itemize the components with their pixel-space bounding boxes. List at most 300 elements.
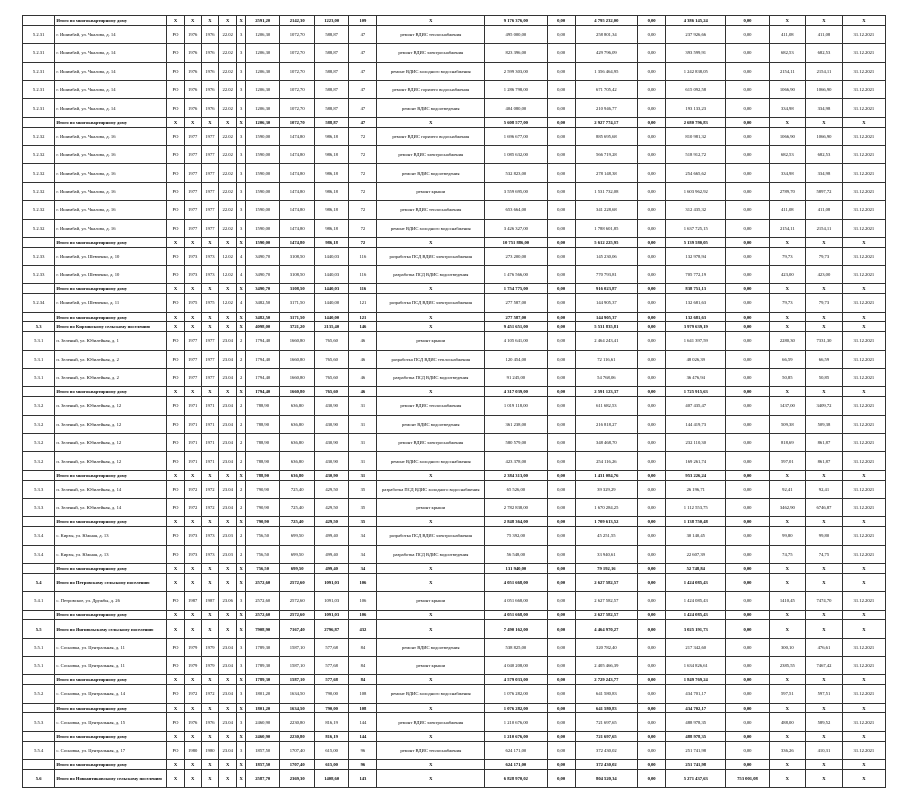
table-cell: X [201, 517, 218, 527]
table-cell: 72 [349, 237, 377, 247]
table-cell: 1 641 397,59 [666, 332, 726, 350]
table-cell: 538 825,00 [485, 638, 547, 656]
table-cell: 47 [349, 99, 377, 117]
table-cell: X [184, 620, 201, 638]
table-cell: X [377, 703, 485, 713]
table-cell: 47 [349, 117, 377, 127]
table-cell: ремонт крыши [377, 498, 485, 516]
table-cell: г. Ишимбай, ул. Шевченко, д. 10 [55, 266, 167, 284]
table-cell: 75 392,00 [485, 527, 547, 545]
table-cell: 23.03 [219, 527, 237, 545]
table-cell: 0,00 [547, 16, 575, 26]
table-cell: 0,00 [547, 675, 575, 685]
table-cell: 3490,70 [245, 284, 279, 294]
table-row [23, 527, 886, 545]
subtotal-row [23, 620, 886, 638]
table-cell: X [167, 517, 184, 527]
table-cell: ремонт ВДИС теплоснабжения [377, 25, 485, 43]
table-cell: РО [167, 182, 184, 200]
table-cell: 46 [349, 369, 377, 387]
table-cell: 615 092,58 [666, 80, 726, 98]
table-cell: 31.12.2021 [842, 44, 885, 62]
table-cell: 0,00 [638, 182, 666, 200]
table-cell: 341 228,68 [575, 201, 637, 219]
table-cell: 5.2.32 [23, 145, 55, 163]
table-cell: 72 [349, 145, 377, 163]
table-cell: 254 116,26 [575, 452, 637, 470]
table-cell: X [842, 16, 885, 26]
table-cell: X [184, 731, 201, 741]
table-cell: разработка ПСД ВДИС водоотведения [377, 545, 485, 563]
table-cell: 0,00 [547, 527, 575, 545]
table-cell: РО [167, 332, 184, 350]
table-cell: 0,00 [547, 397, 575, 415]
table-cell: 1971 [184, 415, 201, 433]
table-cell: ремонт крыши [377, 332, 485, 350]
table-cell: с. Сосновка, ул. Центральная, д. 14 [55, 685, 167, 703]
table-cell: с. Сосновка, ул. Центральная, д. 11 [55, 657, 167, 675]
table-cell: 109 [349, 16, 377, 26]
table-cell: X [219, 117, 237, 127]
table-cell: 499,40 [314, 545, 348, 563]
table-cell: 1857,50 [245, 741, 279, 759]
table-cell: 1973 [184, 247, 201, 265]
subtotal-row [23, 610, 886, 620]
table-cell: 2 [237, 397, 246, 415]
table-cell: ремонт ВДИС электроснабжения [377, 44, 485, 62]
table-cell: 31.12.2021 [842, 332, 885, 350]
table-cell: X [377, 322, 485, 332]
table-cell: X [806, 387, 843, 397]
table-cell: 23.04 [219, 741, 237, 759]
table-cell: 0,00 [726, 219, 769, 237]
table-cell: 0,00 [638, 545, 666, 563]
table-cell: 348 468,70 [575, 434, 637, 452]
table-cell: 0,00 [547, 610, 575, 620]
table-cell: 5.2.32 [23, 164, 55, 182]
table-cell: 0,00 [726, 452, 769, 470]
table-cell: 84 [349, 657, 377, 675]
table-cell: 0,00 [638, 610, 666, 620]
table-cell: X [769, 731, 806, 741]
table-cell: 588,87 [314, 99, 348, 117]
table-cell: X [769, 620, 806, 638]
table-cell [23, 387, 55, 397]
table-cell: 0,00 [726, 322, 769, 332]
table-cell: X [769, 675, 806, 685]
table-cell: 0,00 [638, 760, 666, 770]
table-cell: 22.02 [219, 145, 237, 163]
table-cell: 334,98 [769, 164, 806, 182]
table-cell: 0,00 [547, 332, 575, 350]
table-cell: Итого по многоквартирному дому [55, 517, 167, 527]
table-cell: X [167, 387, 184, 397]
table-cell: РО [167, 415, 184, 433]
table-cell: 3 [237, 145, 246, 163]
table-cell: 885 695,68 [575, 127, 637, 145]
table-cell: 810 981,32 [666, 127, 726, 145]
table-cell: разработка ПСД ВДИС холодного водоснабжения [377, 480, 485, 498]
table-cell: РО [167, 99, 184, 117]
table-cell: 23.04 [219, 415, 237, 433]
table-cell: 3 [237, 713, 246, 731]
table-cell: 5.3.1 [23, 350, 55, 368]
table-cell: 5.3.2 [23, 452, 55, 470]
table-cell: X [806, 284, 843, 294]
table-cell: 1 138 750,48 [666, 517, 726, 527]
table-cell: РО [167, 685, 184, 703]
table-cell: 1977 [201, 145, 218, 163]
table-cell: X [842, 322, 885, 332]
table-cell: X [167, 237, 184, 247]
table-cell: 624 171,00 [485, 760, 547, 770]
table-cell: 2 729 243,77 [575, 675, 637, 685]
table-cell: 99,80 [769, 527, 806, 545]
table-cell: РО [167, 247, 184, 265]
table-cell: 5.5.4 [23, 741, 55, 759]
table-cell: 0,00 [547, 434, 575, 452]
table-cell: 2572,60 [245, 592, 279, 610]
table-cell: X [237, 322, 246, 332]
table-cell: 1976 [184, 713, 201, 731]
table-cell: 725,40 [280, 480, 314, 498]
table-cell: 1 634 826,61 [666, 657, 726, 675]
table-cell: 5.2.34 [23, 294, 55, 312]
table-cell: 0,00 [726, 201, 769, 219]
table-cell: 721 697,65 [575, 731, 637, 741]
table-cell: 79,73 [806, 247, 843, 265]
table-cell: ремонт ВДИС теплоснабжения [377, 741, 485, 759]
table-cell: 6746,87 [806, 498, 843, 516]
subtotal-row [23, 387, 886, 397]
table-cell: 0,00 [638, 80, 666, 98]
table-cell: X [219, 517, 237, 527]
table-cell: 22.02 [219, 62, 237, 80]
table-cell: 0,00 [726, 117, 769, 127]
table-cell: X [377, 16, 485, 26]
table-cell: 0,00 [638, 237, 666, 247]
table-cell: 1072,70 [280, 44, 314, 62]
table-cell: 0,00 [547, 237, 575, 247]
table-cell: 566 719,28 [575, 145, 637, 163]
table-cell: г. Ишимбай, ул. Чкалова, д. 16 [55, 145, 167, 163]
table-cell: п. Зеленый, ул. Юбилейная, д. 2 [55, 369, 167, 387]
table-cell: X [201, 117, 218, 127]
table-cell: X [237, 563, 246, 573]
table-cell: X [219, 610, 237, 620]
table-cell: 31.12.2021 [842, 638, 885, 656]
table-cell: разработка ПСД ВДИС электроснабжения [377, 527, 485, 545]
table-cell: 5.5.3 [23, 713, 55, 731]
table-cell: 0,00 [547, 387, 575, 397]
table-cell: 1440,03 [314, 247, 348, 265]
table-cell: 3 [237, 182, 246, 200]
table-cell: X [201, 620, 218, 638]
table-cell: 1 788 601,85 [575, 219, 637, 237]
table-row [23, 145, 886, 163]
table-cell: 4 051 668,00 [485, 573, 547, 591]
table-cell: X [769, 769, 806, 787]
table-cell: 31.12.2021 [842, 25, 885, 43]
table-cell: 790,00 [314, 685, 348, 703]
table-cell: 1973 [184, 545, 201, 563]
table-cell: X [184, 517, 201, 527]
table-cell: 2 [237, 527, 246, 545]
table-cell: 5.2.31 [23, 25, 55, 43]
table-cell: 0,00 [726, 657, 769, 675]
table-cell: 1972 [184, 480, 201, 498]
table-cell: 430,90 [314, 452, 348, 470]
table-cell: 5.5.1 [23, 638, 55, 656]
table-cell: 3462,90 [769, 498, 806, 516]
table-cell: 0,00 [638, 675, 666, 685]
table-row [23, 713, 886, 731]
table-cell: 404 080,00 [485, 99, 547, 117]
table-cell: 4 051 668,00 [485, 592, 547, 610]
table-cell: X [167, 284, 184, 294]
table-cell: 1976 [184, 62, 201, 80]
table-cell: X [842, 237, 885, 247]
table-cell: ремонт крыши [377, 592, 485, 610]
table-cell: 1474,80 [280, 164, 314, 182]
table-cell: X [237, 237, 246, 247]
table-cell: 5 531 835,81 [575, 322, 637, 332]
table-cell: 2154,11 [806, 219, 843, 237]
table-cell: 23.04 [219, 498, 237, 516]
table-cell: X [377, 237, 485, 247]
table-cell [23, 117, 55, 127]
table-cell: 804 520,34 [575, 769, 637, 787]
table-cell: 1206,30 [245, 99, 279, 117]
table-cell: X [184, 387, 201, 397]
table-cell: Итого по Новоаптиковскому сельскому поселению [55, 769, 167, 787]
table-cell: Итого по многоквартирному дому [55, 470, 167, 480]
table-cell: 682,53 [769, 145, 806, 163]
table-cell: Итого по многоквартирному дому [55, 703, 167, 713]
table-cell: с. Сосновка, ул. Центральная, д. 11 [55, 638, 167, 656]
table-cell: 0,00 [547, 638, 575, 656]
table-cell: 31.12.2021 [842, 498, 885, 516]
table-cell: 145 230,06 [575, 247, 637, 265]
table-cell: 0,00 [547, 741, 575, 759]
table-cell: 1066,90 [769, 127, 806, 145]
table-cell: 699,50 [280, 545, 314, 563]
table-cell: 31.12.2021 [842, 657, 885, 675]
table-cell: 0,00 [547, 164, 575, 182]
table-cell: 0,00 [547, 573, 575, 591]
table-cell: РО [167, 201, 184, 219]
table-cell: 1072,70 [280, 117, 314, 127]
table-cell: 3171,50 [280, 312, 314, 322]
table-cell: 1 709 613,52 [575, 517, 637, 527]
table-cell: 1 424 085,43 [666, 573, 726, 591]
table-cell: X [377, 517, 485, 527]
table-cell: X [377, 620, 485, 638]
table-cell: 1660,80 [280, 350, 314, 368]
table-cell: 1091,03 [314, 573, 348, 591]
table-cell: 1 424 085,43 [666, 592, 726, 610]
table-cell: 72 116,61 [575, 350, 637, 368]
table-cell: 671 705,42 [575, 80, 637, 98]
table-cell: 488 978,35 [666, 713, 726, 731]
table-cell: 1801,20 [245, 685, 279, 703]
table-cell: X [842, 769, 885, 787]
table-cell: 1590,00 [245, 201, 279, 219]
table-cell: 4098,00 [245, 322, 279, 332]
table-cell: X [806, 573, 843, 591]
table-cell: ремонт ВДИС электроснабжения [377, 145, 485, 163]
table-cell: X [377, 284, 485, 294]
table-row [23, 25, 886, 43]
table-cell: 5.3.1 [23, 369, 55, 387]
table-cell: 56 548,00 [485, 545, 547, 563]
table-cell: 31.12.2021 [842, 145, 885, 163]
table-cell: 0,00 [638, 703, 666, 713]
table-cell: X [237, 387, 246, 397]
table-cell: 0,00 [547, 452, 575, 470]
table-cell: 429,50 [314, 480, 348, 498]
table-cell: 2 680 796,83 [666, 117, 726, 127]
table-cell [23, 703, 55, 713]
table-cell: 3482,50 [245, 294, 279, 312]
table-cell: 699,50 [280, 527, 314, 545]
table-cell: X [769, 237, 806, 247]
table-cell: 429,50 [314, 498, 348, 516]
table-cell: X [769, 610, 806, 620]
table-cell [23, 16, 55, 26]
table-cell: 23.06 [219, 592, 237, 610]
table-cell: 35 [349, 517, 377, 527]
table-cell: 79 192,16 [575, 563, 637, 573]
table-cell: X [769, 760, 806, 770]
table-cell: 429 796,09 [575, 44, 637, 62]
table-cell: 0,00 [547, 545, 575, 563]
table-cell: 682,53 [769, 44, 806, 62]
table-cell: 1973 [201, 266, 218, 284]
table-cell: 2 782 838,00 [485, 498, 547, 516]
table-cell: 0,00 [547, 182, 575, 200]
table-cell: 74,75 [769, 545, 806, 563]
table-cell: 0,00 [547, 266, 575, 284]
table-cell: X [184, 769, 201, 787]
table-cell: 33 940,61 [575, 545, 637, 563]
table-cell: X [184, 312, 201, 322]
table-cell: 0,00 [726, 620, 769, 638]
table-cell: 1 603 962,92 [666, 182, 726, 200]
table-cell: 0,00 [726, 182, 769, 200]
table-cell: г. Ишимбай, ул. Шевченко, д. 11 [55, 294, 167, 312]
table-cell: 1587,10 [280, 675, 314, 685]
table-cell: 1794,40 [245, 369, 279, 387]
table-cell: 5.4 [23, 573, 55, 591]
subtotal-row [23, 760, 886, 770]
table-cell: 430,90 [314, 415, 348, 433]
table-cell: X [769, 573, 806, 591]
table-cell: X [806, 312, 843, 322]
table-cell: 0,00 [726, 713, 769, 731]
table-cell: 278 148,38 [575, 164, 637, 182]
table-cell: 1977 [201, 350, 218, 368]
table-cell: 0,00 [638, 415, 666, 433]
table-cell: 0,00 [638, 322, 666, 332]
subtotal-row [23, 470, 886, 480]
table-cell: 3 559 695,00 [485, 182, 547, 200]
table-cell: 5.2.32 [23, 201, 55, 219]
table-cell: 144 [349, 731, 377, 741]
table-cell: 1206,30 [245, 62, 279, 80]
table-cell: 1976 [201, 25, 218, 43]
table-cell: 0,00 [638, 741, 666, 759]
table-cell: 430,90 [314, 434, 348, 452]
table-cell: 2154,11 [769, 62, 806, 80]
table-cell: X [806, 731, 843, 741]
table-cell: 2 [237, 350, 246, 368]
table-cell: 0,00 [638, 16, 666, 26]
table-cell: X [167, 769, 184, 787]
table-cell: 1440,00 [314, 312, 348, 322]
table-cell: 79,73 [769, 294, 806, 312]
table-cell: 72 [349, 219, 377, 237]
table-cell: 1794,40 [245, 387, 279, 397]
table-cell: 1 476 566,00 [485, 266, 547, 284]
table-cell: 3 [237, 592, 246, 610]
table-cell: 4 [237, 247, 246, 265]
table-cell: РО [167, 434, 184, 452]
table-cell: 430,90 [314, 470, 348, 480]
table-cell: 0,00 [726, 685, 769, 703]
table-cell: 1977 [201, 201, 218, 219]
subtotal-row [23, 322, 886, 332]
table-cell: Итого по многоквартирному дому [55, 675, 167, 685]
table-cell: 0,00 [547, 80, 575, 98]
table-cell: 838 751,13 [666, 284, 726, 294]
table-cell: 0,00 [726, 517, 769, 527]
table-cell: 0,00 [638, 44, 666, 62]
table-cell: 2154,11 [806, 62, 843, 80]
table-cell: 99,80 [806, 527, 843, 545]
table-cell: 31.12.2021 [842, 294, 885, 312]
table-cell: 682,53 [806, 145, 843, 163]
table-cell: г. Ишимбай, ул. Чкалова, д. 14 [55, 80, 167, 98]
table-cell: 3 025 191,73 [666, 620, 726, 638]
table-cell: ремонт ВДИС водоотведения [377, 638, 485, 656]
table-cell: 3171,50 [280, 294, 314, 312]
table-cell: 0,00 [638, 312, 666, 322]
table-cell: Итого по многоквартирному дому [55, 237, 167, 247]
table-cell: 31.12.2021 [842, 164, 885, 182]
table-row [23, 44, 886, 62]
table-cell: X [806, 16, 843, 26]
table-cell: РО [167, 545, 184, 563]
table-row [23, 397, 886, 415]
table-cell: 0,00 [547, 25, 575, 43]
table-row [23, 415, 886, 433]
table-cell: Итого по Кирзинскому сельскому поселению [55, 322, 167, 332]
table-cell: 1474,80 [280, 219, 314, 237]
table-cell: 277 587,00 [485, 294, 547, 312]
table-cell: 34 [349, 527, 377, 545]
table-cell: 0,00 [726, 434, 769, 452]
table-cell: ремонт ВДИС холодного водоснабжения [377, 219, 485, 237]
table-cell: X [806, 620, 843, 638]
table-cell: 986,18 [314, 219, 348, 237]
table-row [23, 99, 886, 117]
table-cell: 47 [349, 62, 377, 80]
table-cell: X [769, 387, 806, 397]
table-cell: X [237, 760, 246, 770]
table-cell: 84 [349, 675, 377, 685]
table-cell: 624 171,00 [485, 741, 547, 759]
